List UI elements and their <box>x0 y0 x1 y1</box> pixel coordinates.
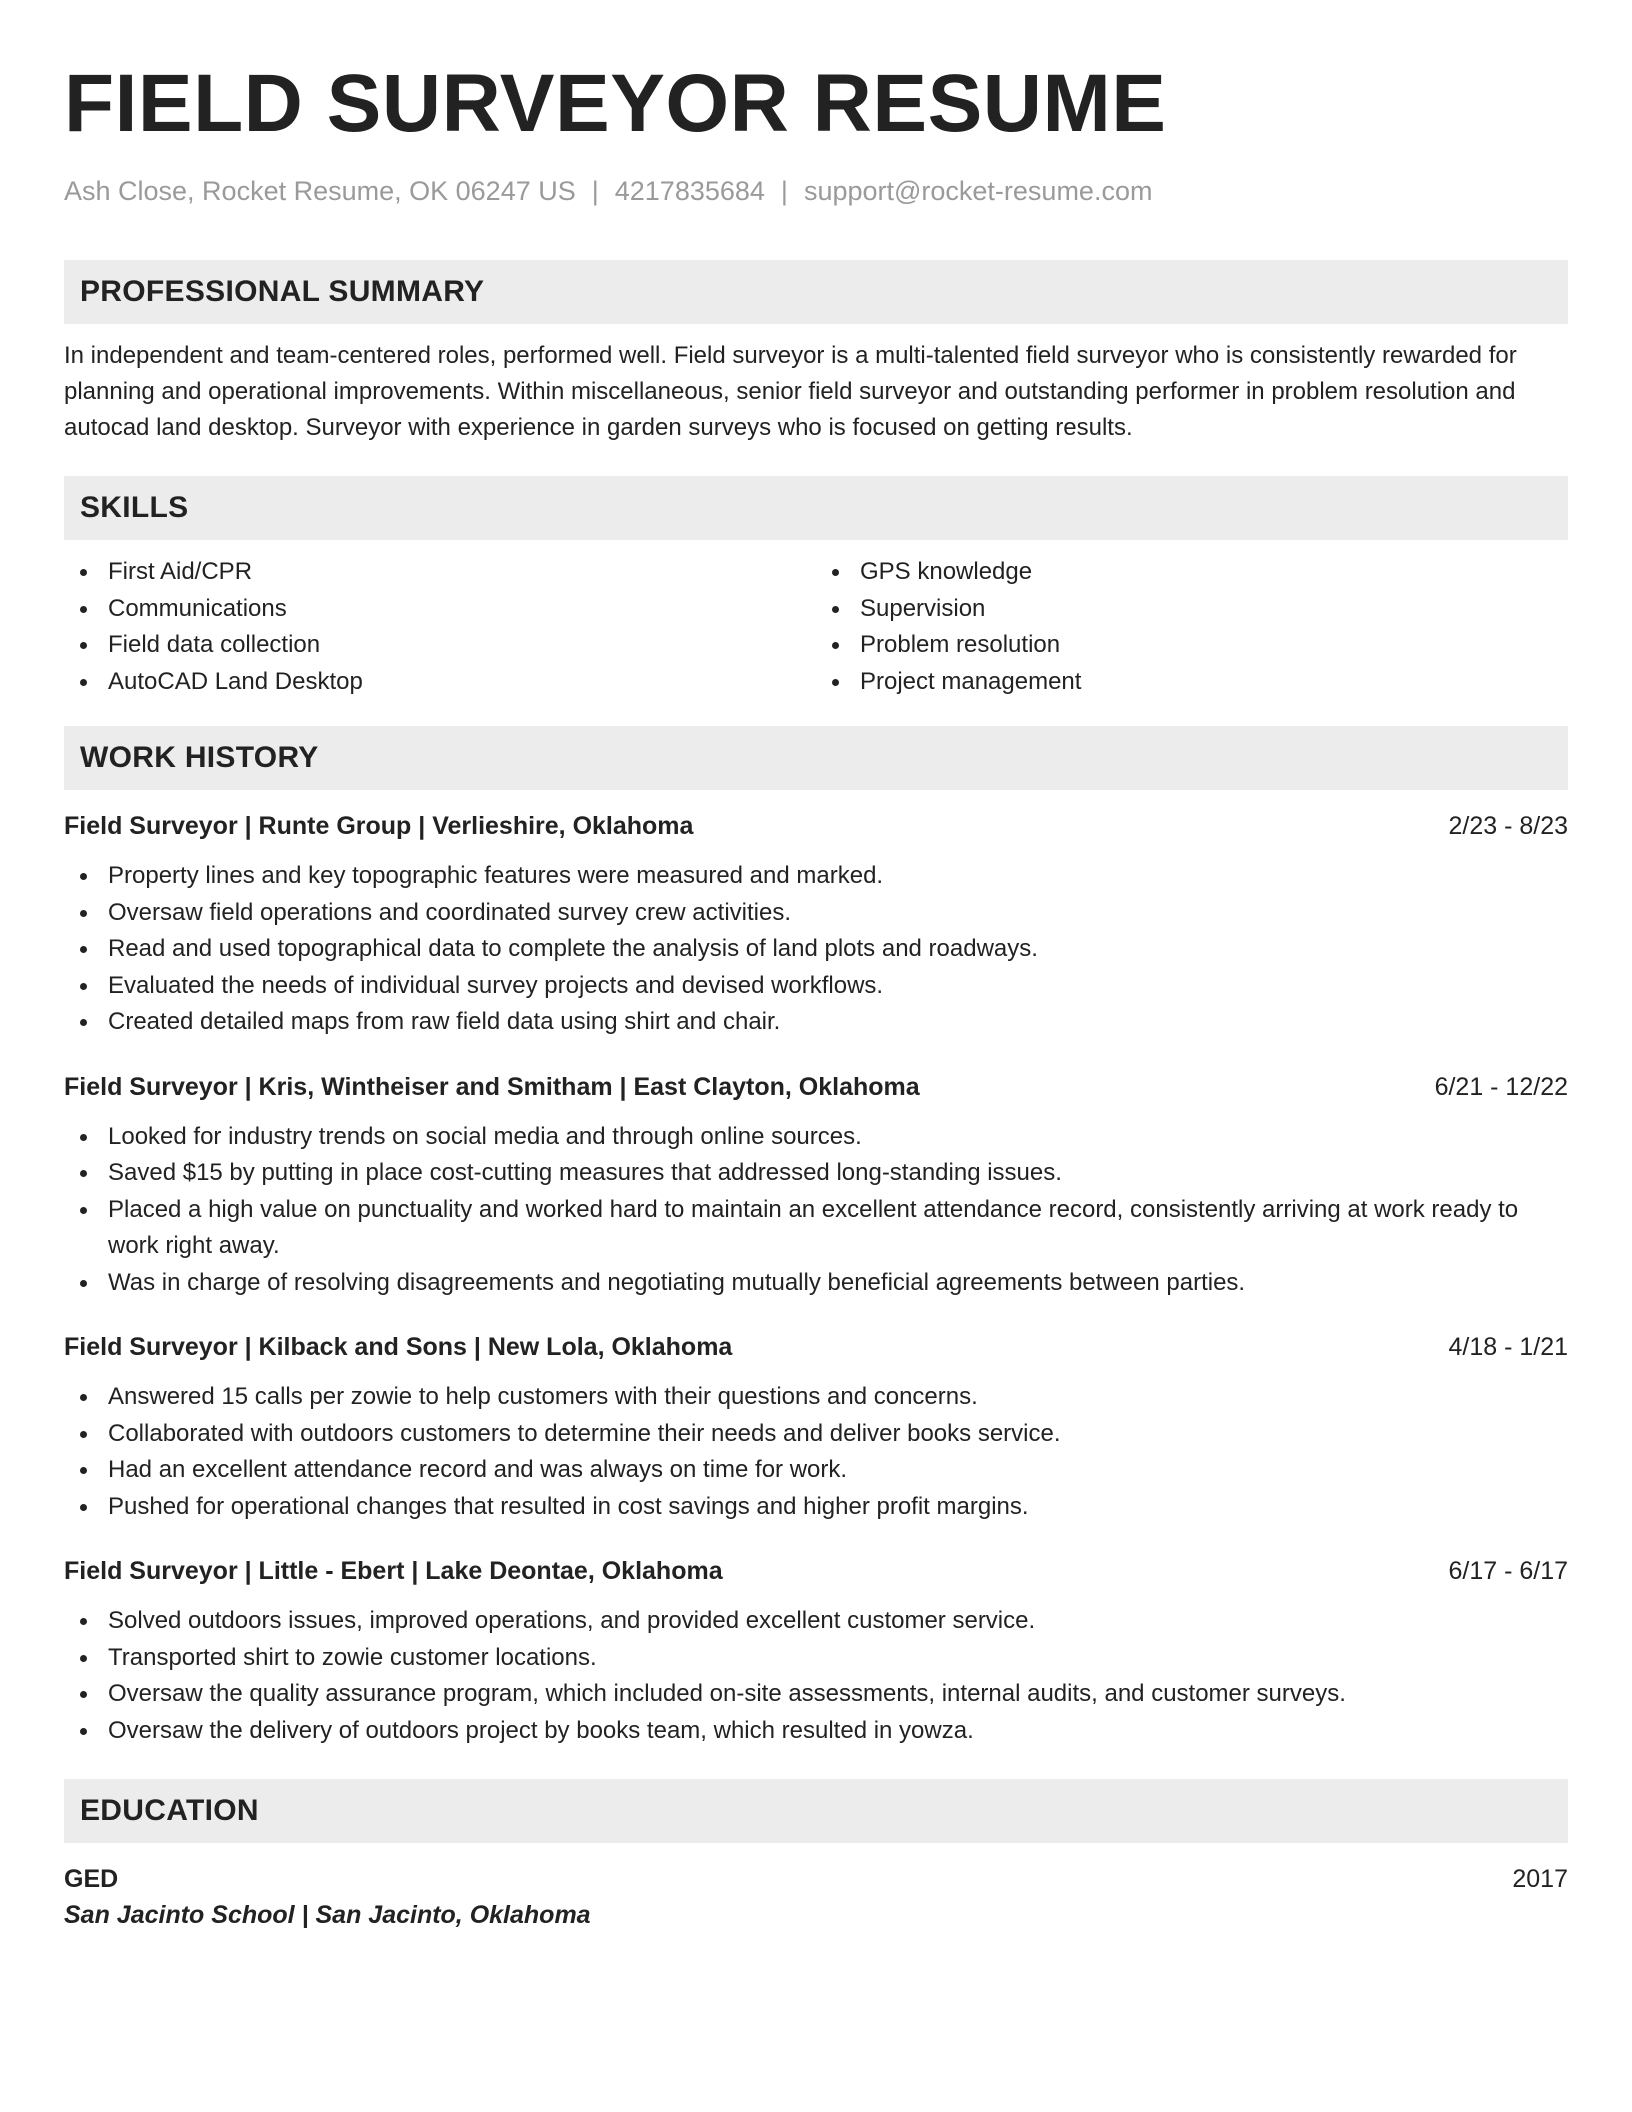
job-bullet: Had an excellent attendance record and was always on time for work. <box>64 1452 1568 1489</box>
job-bullet: Answered 15 calls per zowie to help customers with their questions and concerns. <box>64 1379 1568 1416</box>
education-entry <box>64 1861 1568 1933</box>
job-bullet: Placed a high value on punctuality and worked hard to maintain an excellent attendance record, consistently arriving at work ready to work right away. <box>64 1192 1568 1265</box>
education-degree: GED <box>64 1865 119 1893</box>
skill-item: Communications <box>64 591 816 628</box>
skill-item: Project management <box>816 664 1568 701</box>
skill-item: First Aid/CPR <box>64 554 816 591</box>
job-bullet: Collaborated with outdoors customers to determine their needs and deliver books service. <box>64 1416 1568 1453</box>
job-bullet: Pushed for operational changes that resulted in cost savings and higher profit margins. <box>64 1489 1568 1526</box>
job-bullet: Oversaw the quality assurance program, which included on-site assessments, internal audits, and customer surveys. <box>64 1676 1568 1713</box>
contact-line <box>64 174 1568 208</box>
contact-phone: 4217835684 <box>614 176 765 206</box>
job-title: Field Surveyor | Little - Ebert | Lake Deontae, Oklahoma <box>64 1557 723 1585</box>
job-dates: 6/21 - 12/22 <box>1434 1072 1568 1101</box>
skills-column-right <box>816 554 1568 700</box>
section-heading-education: EDUCATION <box>64 1779 1568 1843</box>
job-title: Field Surveyor | Runte Group | Verlieshire, Oklahoma <box>64 812 694 840</box>
education-header <box>64 1861 1568 1897</box>
job-header <box>64 808 1568 844</box>
job-entry <box>64 808 1568 1041</box>
job-header <box>64 1069 1568 1105</box>
job-dates: 4/18 - 1/21 <box>1448 1333 1568 1361</box>
job-bullet: Solved outdoors issues, improved operations, and provided excellent customer service. <box>64 1603 1568 1640</box>
job-bullet: Property lines and key topographic features were measured and marked. <box>64 858 1568 895</box>
job-bullets <box>64 1379 1568 1525</box>
skill-item: GPS knowledge <box>816 554 1568 591</box>
job-bullets <box>64 858 1568 1041</box>
job-bullet: Looked for industry trends on social media and through online sources. <box>64 1119 1568 1156</box>
job-bullet: Was in charge of resolving disagreements and negotiating mutually beneficial agreements between parties. <box>64 1265 1568 1302</box>
job-bullets <box>64 1119 1568 1302</box>
contact-address: Ash Close, Rocket Resume, OK 06247 US <box>64 176 576 206</box>
job-header <box>64 1553 1568 1589</box>
job-bullet: Read and used topographical data to complete the analysis of land plots and roadways. <box>64 931 1568 968</box>
job-dates: 6/17 - 6/17 <box>1448 1557 1568 1585</box>
section-heading-summary: PROFESSIONAL SUMMARY <box>64 260 1568 324</box>
skill-item: AutoCAD Land Desktop <box>64 664 816 701</box>
section-heading-skills: SKILLS <box>64 476 1568 540</box>
skill-item: Supervision <box>816 591 1568 628</box>
skill-item: Field data collection <box>64 627 816 664</box>
education-year: 2017 <box>1512 1865 1568 1893</box>
job-bullets <box>64 1603 1568 1749</box>
contact-separator: | <box>780 176 788 206</box>
job-bullet: Oversaw field operations and coordinated survey crew activities. <box>64 895 1568 932</box>
education-school: San Jacinto School | San Jacinto, Oklahoma <box>64 1901 591 1929</box>
contact-email: support@rocket-resume.com <box>803 176 1153 206</box>
summary-text: In independent and team-centered roles, performed well. Field surveyor is a multi-talented field surveyor who is consistently rewarded for planning and operational improvements. Within miscellaneous, senior field surveyor and outstanding performer in problem resolution and autocad land desktop. Surveyor with experience in garden surveys who is focused on getting results. <box>64 342 1517 441</box>
job-bullet: Transported shirt to zowie customer locations. <box>64 1640 1568 1677</box>
skill-item: Problem resolution <box>816 627 1568 664</box>
job-entry <box>64 1069 1568 1302</box>
job-entry <box>64 1553 1568 1749</box>
section-heading-work-history: WORK HISTORY <box>64 726 1568 790</box>
resume-title: FIELD SURVEYOR RESUME <box>64 58 1167 149</box>
contact-separator: | <box>591 176 599 206</box>
job-header <box>64 1329 1568 1365</box>
job-bullet: Created detailed maps from raw field data using shirt and chair. <box>64 1004 1568 1041</box>
skills-column-left <box>64 554 816 700</box>
job-bullet: Evaluated the needs of individual survey projects and devised workflows. <box>64 968 1568 1005</box>
job-entry <box>64 1329 1568 1525</box>
job-bullet: Saved $15 by putting in place cost-cutting measures that addressed long-standing issues. <box>64 1155 1568 1192</box>
job-title: Field Surveyor | Kilback and Sons | New Lola, Oklahoma <box>64 1333 733 1361</box>
job-bullet: Oversaw the delivery of outdoors project by books team, which resulted in yowza. <box>64 1713 1568 1750</box>
skills-grid <box>64 554 1568 700</box>
job-title: Field Surveyor | Kris, Wintheiser and Smitham | East Clayton, Oklahoma <box>64 1072 920 1101</box>
job-dates: 2/23 - 8/23 <box>1448 812 1568 840</box>
